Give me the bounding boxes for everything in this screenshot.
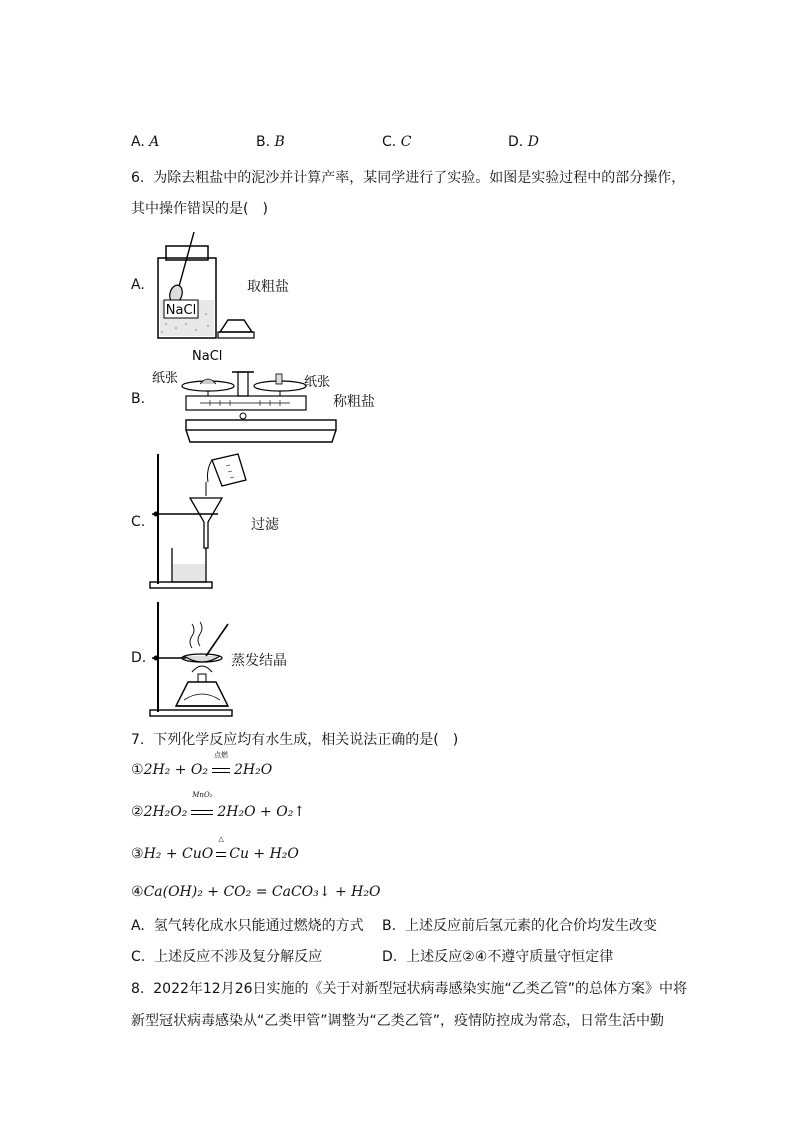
q7-option-d: D. 上述反应②④不遵守质量守恒定律 xyxy=(382,949,614,965)
reaction-1-condition: 点燃 xyxy=(214,751,229,759)
q5-option-c: C. C xyxy=(382,134,412,150)
reaction-4: ④Ca(OH)₂ + CO₂ = CaCO₃↓ + H₂O xyxy=(131,884,381,900)
balance-nacl-label: NaCl xyxy=(192,349,223,364)
q6-option-a-label: A. xyxy=(131,277,145,293)
balance-paper-left-label: 纸张 xyxy=(152,371,179,386)
q5-option-d: D. D xyxy=(508,134,539,150)
q6-option-b-label: B. xyxy=(131,391,146,407)
q5-option-a: A. A xyxy=(131,134,160,150)
reaction-3-condition: △ xyxy=(218,835,224,843)
q6-stem-line1: 6. 为除去粗盐中的泥沙并计算产率，某同学进行了实验。如图是实验过程中的部分操作， xyxy=(131,170,686,186)
balance-paper-right-label: 纸张 xyxy=(304,375,331,390)
q7-option-b: B. 上述反应前后氢元素的化合价均发生改变 xyxy=(382,918,657,934)
q7-stem: 7. 下列化学反应均有水生成，相关说法正确的是( ) xyxy=(131,732,459,748)
q6-option-a-caption: 取粗盐 xyxy=(247,279,289,295)
q7-option-a: A. 氢气转化成水只能通过燃烧的方式 xyxy=(131,918,364,934)
reaction-3: ③H₂ + CuO △ Cu + H₂O xyxy=(131,835,299,862)
nacl-bottle-label: NaCl xyxy=(165,303,197,318)
q6-option-c-caption: 过滤 xyxy=(251,517,279,533)
q6-option-d-label: D. xyxy=(131,650,147,666)
reaction-2-condition: MnO₂ xyxy=(192,791,213,799)
q7-option-c: C. 上述反应不涉及复分解反应 xyxy=(131,949,323,965)
q8-line2: 新型冠状病毒感染从“乙类甲管”调整为“乙类乙管”，疫情防控成为常态，日常生活中勤 xyxy=(131,1013,665,1029)
reaction-2: ②2H₂O₂ MnO₂ 2H₂O + O₂↑ xyxy=(131,791,306,820)
q6-option-b-caption: 称粗盐 xyxy=(333,394,375,410)
filtration-figure xyxy=(146,452,256,590)
evaporation-figure xyxy=(146,600,242,718)
q6-option-d-caption: 蒸发结晶 xyxy=(231,653,287,669)
q6-option-c-label: C. xyxy=(131,514,146,530)
q8-line1: 8. 2022年12月26日实施的《关于对新型冠状病毒感染实施“乙类乙管”的总体方案》中将 xyxy=(131,981,688,997)
reaction-1: ①2H₂ + O₂ 点燃 2H₂O xyxy=(131,751,273,778)
balance-figure xyxy=(150,346,350,446)
q5-option-b: B. B xyxy=(256,134,285,150)
q6-stem-line2: 其中操作错误的是( ) xyxy=(131,201,268,217)
